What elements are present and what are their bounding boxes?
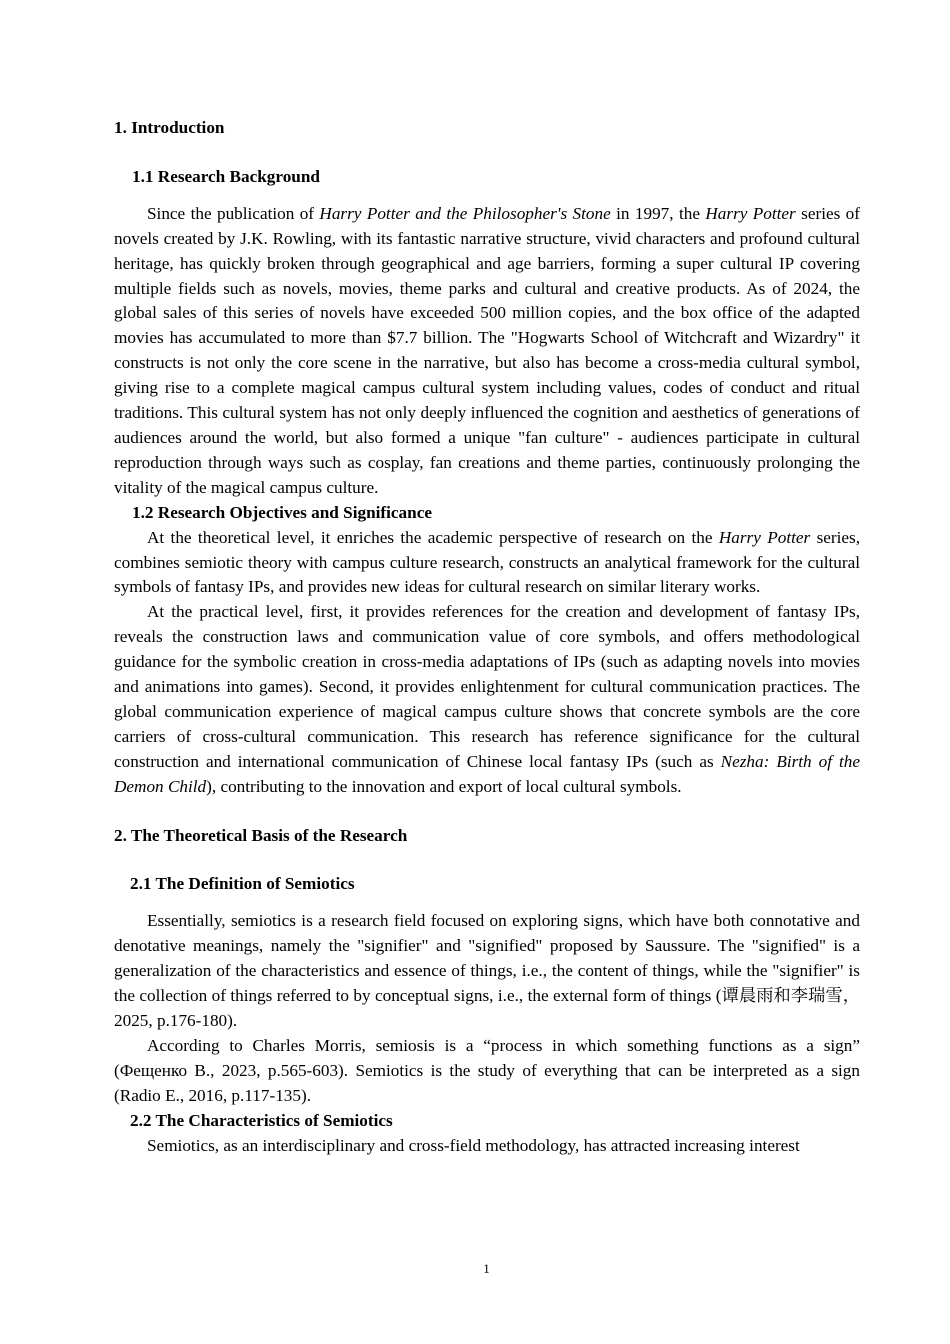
paragraph-practical-level: At the practical level, first, it provides references for the creation and development of fantasy IPs, reveals the construction laws and communication value of core symbols, and offers methodological guidance for the symbolic creation in cross-media adaptations of IPs (such as adapting novels into movies and animations into games). Second, it provides enlightenment for cultural communication practices. The global communication experience of magical campus culture shows that concrete symbols are the core carriers of cross-cultural communication. This research has reference significance for the cultural construction and international communication of Chinese local fantasy IPs (such as Nezha: Birth of the Demon Child), contributing to the innovation and export of local cultural symbols. bbox=[114, 602, 860, 796]
section-1-2-heading: 1.2 Research Objectives and Significance bbox=[132, 502, 432, 522]
paragraph-theoretical-level: At the theoretical level, it enriches the academic perspective of research on the Harry Potter series, combines semiotic theory with campus culture research, constructs an analytical framework for the cultural symbols of fantasy IPs, and provides new ideas for cultural research on similar literary works. bbox=[114, 527, 860, 597]
italic-title: Harry Potter bbox=[718, 527, 811, 547]
section-2-1-heading: 2.1 The Definition of Semiotics bbox=[130, 874, 355, 894]
document-page bbox=[114, 116, 860, 1158]
page-number: 1 bbox=[483, 1261, 490, 1276]
paragraph-charles-morris: According to Charles Morris, semiosis is a “process in which something functions as a sign” (Фещенко В., 2023, p.565-603). Semiotics is the study of everything that can be interpreted as a sign (Radio E., 2016, p.117-135). bbox=[114, 1035, 860, 1105]
italic-title: Harry Potter bbox=[705, 203, 796, 223]
italic-title: Nezha: Birth of the Demon Child bbox=[114, 751, 860, 796]
section-2-2-heading: 2.2 The Characteristics of Semiotics bbox=[130, 1110, 393, 1130]
paragraph-semiotics-definition: Essentially, semiotics is a research field focused on exploring signs, which have both connotative and denotative meanings, namely the "signifier" and "signified" proposed by Saussure. The "signified" is a generalization of the characteristics and essence of things, i.e., the content of things, while the "signifier" is the collection of things referred to by conceptual signs, i.e., the external form of things (谭晨雨和李瑞雪，2025, p.176-180). bbox=[114, 911, 860, 1030]
section-1-1-heading: 1.1 Research Background bbox=[132, 166, 320, 186]
italic-title: Harry Potter and the Philosopher's Stone bbox=[319, 203, 611, 223]
paragraph-semiotics-characteristics: Semiotics, as an interdisciplinary and cross-field methodology, has attracted increasing interest bbox=[147, 1135, 800, 1155]
paragraph-research-background: Since the publication of Harry Potter and the Philosopher's Stone in 1997, the Harry Potter series of novels created by J.K. Rowling, with its fantastic narrative structure, vivid characters and profound cultural heritage, has quickly broken through geographical and age barriers, forming a super cultural IP covering multiple fields such as novels, movies, theme parks and cultural and creative products. As of 2024, the global sales of this series of novels have exceeded 500 million copies, and the box office of the adapted movies has accumulated to more than $7.7 billion. The "Hogwarts School of Witchcraft and Wizardry" it constructs is not only the core scene in the narrative, but also has become a cross-media cultural symbol, giving rise to a complete magical campus cultural system including values, codes of conduct and ritual traditions. This cultural system has not only deeply influenced the cognition and aesthetics of generations of audiences around the world, but also formed a unique "fan culture" - audiences participate in cultural reproduction through ways such as cosplay, fan creations and theme parties, continuously prolonging the vitality of the magical campus culture. bbox=[114, 203, 860, 497]
section-1-heading: 1. Introduction bbox=[114, 118, 225, 137]
section-2-heading: 2. The Theoretical Basis of the Research bbox=[114, 825, 408, 845]
